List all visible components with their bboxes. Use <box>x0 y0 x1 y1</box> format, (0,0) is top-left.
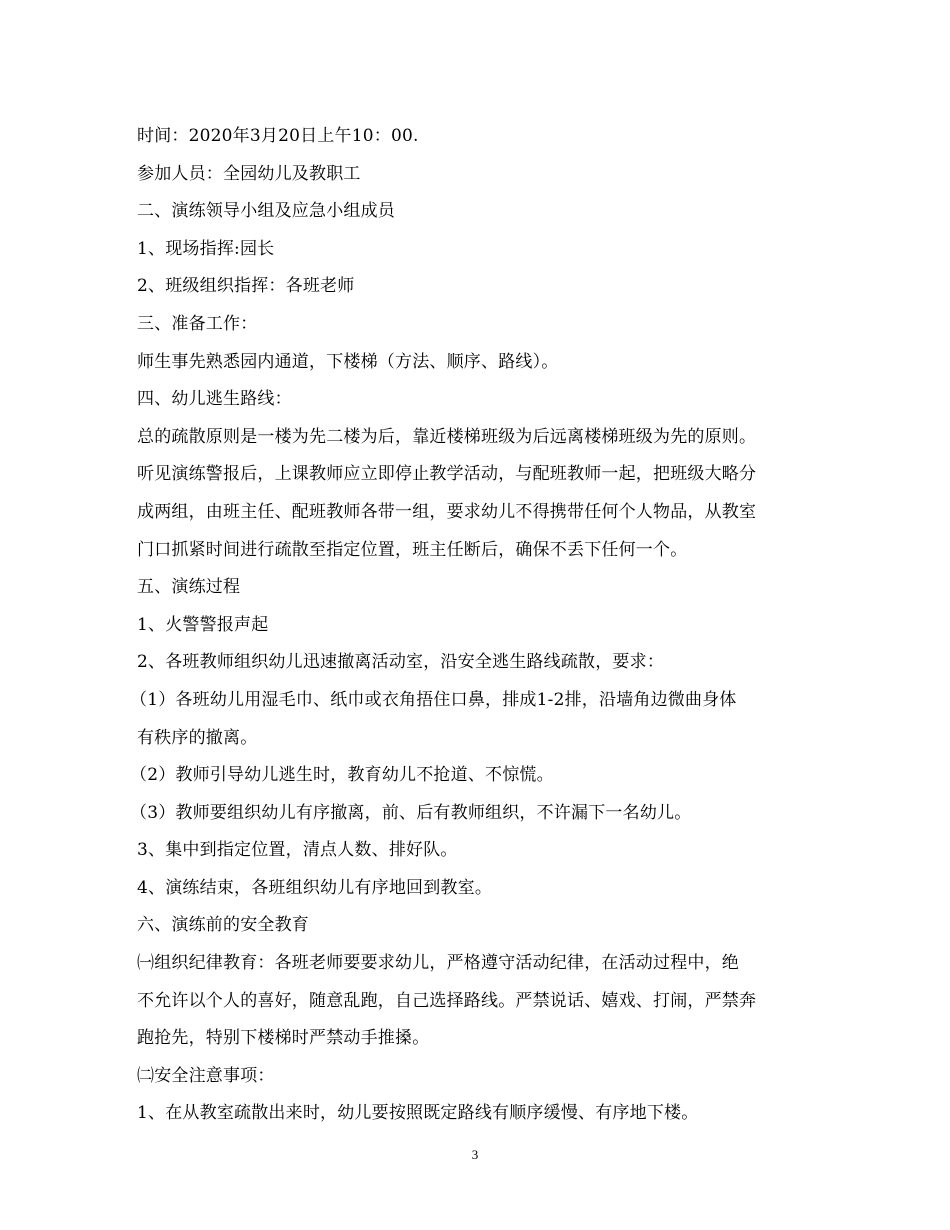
section-heading: 三、准备工作： <box>137 313 258 334</box>
document-body <box>130 118 827 1133</box>
text-line: 2、各班教师组织幼儿迅速撤离活动室，沿安全逃生路线疏散，要求： <box>137 652 665 673</box>
text-line: 2、班级组织指挥：各班老师 <box>137 276 355 297</box>
text-line: （3）教师要组织幼儿有序撤离，前、后有教师组织，不许漏下一名幼儿。 <box>130 802 692 823</box>
text-line: 总的疏散原则是一楼为先二楼为后，靠近楼梯班级为后远离楼梯班级为先的原则。 <box>137 426 757 447</box>
text-line: 4、演练结束，各班组织幼儿有序地回到教室。 <box>137 877 493 898</box>
text-line: 门口抓紧时间进行疏散至指定位置，班主任断后，确保不丢下任何一个。 <box>137 539 688 560</box>
text-line: 1、现场指挥:园长 <box>137 238 275 259</box>
text-line: 1、在从教室疏散出来时，幼儿要按照既定路线有顺序缓慢、有序地下楼。 <box>137 1103 699 1124</box>
text-line: 师生事先熟悉园内通道，下楼梯（方法、顺序、路线）。 <box>137 351 559 372</box>
text-line: （2）教师引导幼儿逃生时，教育幼儿不抢道、不惊慌。 <box>130 765 554 786</box>
text-line: 1、火警警报声起 <box>137 614 269 635</box>
text-line: 时间：2020年3月20日上午10：00. <box>137 126 419 146</box>
text-line: 参加人员：全园幼儿及教职工 <box>137 163 361 184</box>
text-line: 不允许以个人的喜好，随意乱跑，自己选择路线。严禁说话、嬉戏、打闹，严禁奔 <box>137 990 757 1011</box>
text-line: ㈠组织纪律教育：各班老师要要求幼儿，严格遵守活动纪律，在活动过程中，绝 <box>137 953 739 974</box>
text-line: 听见演练警报后，上课教师应立即停止教学活动，与配班教师一起，把班级大略分 <box>137 464 757 485</box>
text-line: 3、集中到指定位置，清点人数、排好队。 <box>137 840 458 861</box>
page-number: 3 <box>471 1147 479 1162</box>
section-heading: 四、幼儿逃生路线： <box>137 389 292 410</box>
text-line: ㈡安全注意事项： <box>137 1065 275 1086</box>
text-line: 有秩序的撤离。 <box>137 727 258 748</box>
section-heading: 六、演练前的安全教育 <box>137 915 309 936</box>
section-heading: 五、演练过程 <box>137 577 241 598</box>
text-line: 跑抢先，特别下楼梯时严禁动手推搡。 <box>137 1028 430 1049</box>
section-heading: 二、演练领导小组及应急小组成员 <box>137 201 395 222</box>
text-line: （1）各班幼儿用湿毛巾、纸巾或衣角捂住口鼻，排成1-2排，沿墙角边微曲身体 <box>130 689 737 710</box>
text-line: 成两组，由班主任、配班教师各带一组，要求幼儿不得携带任何个人物品，从教室 <box>137 501 757 522</box>
